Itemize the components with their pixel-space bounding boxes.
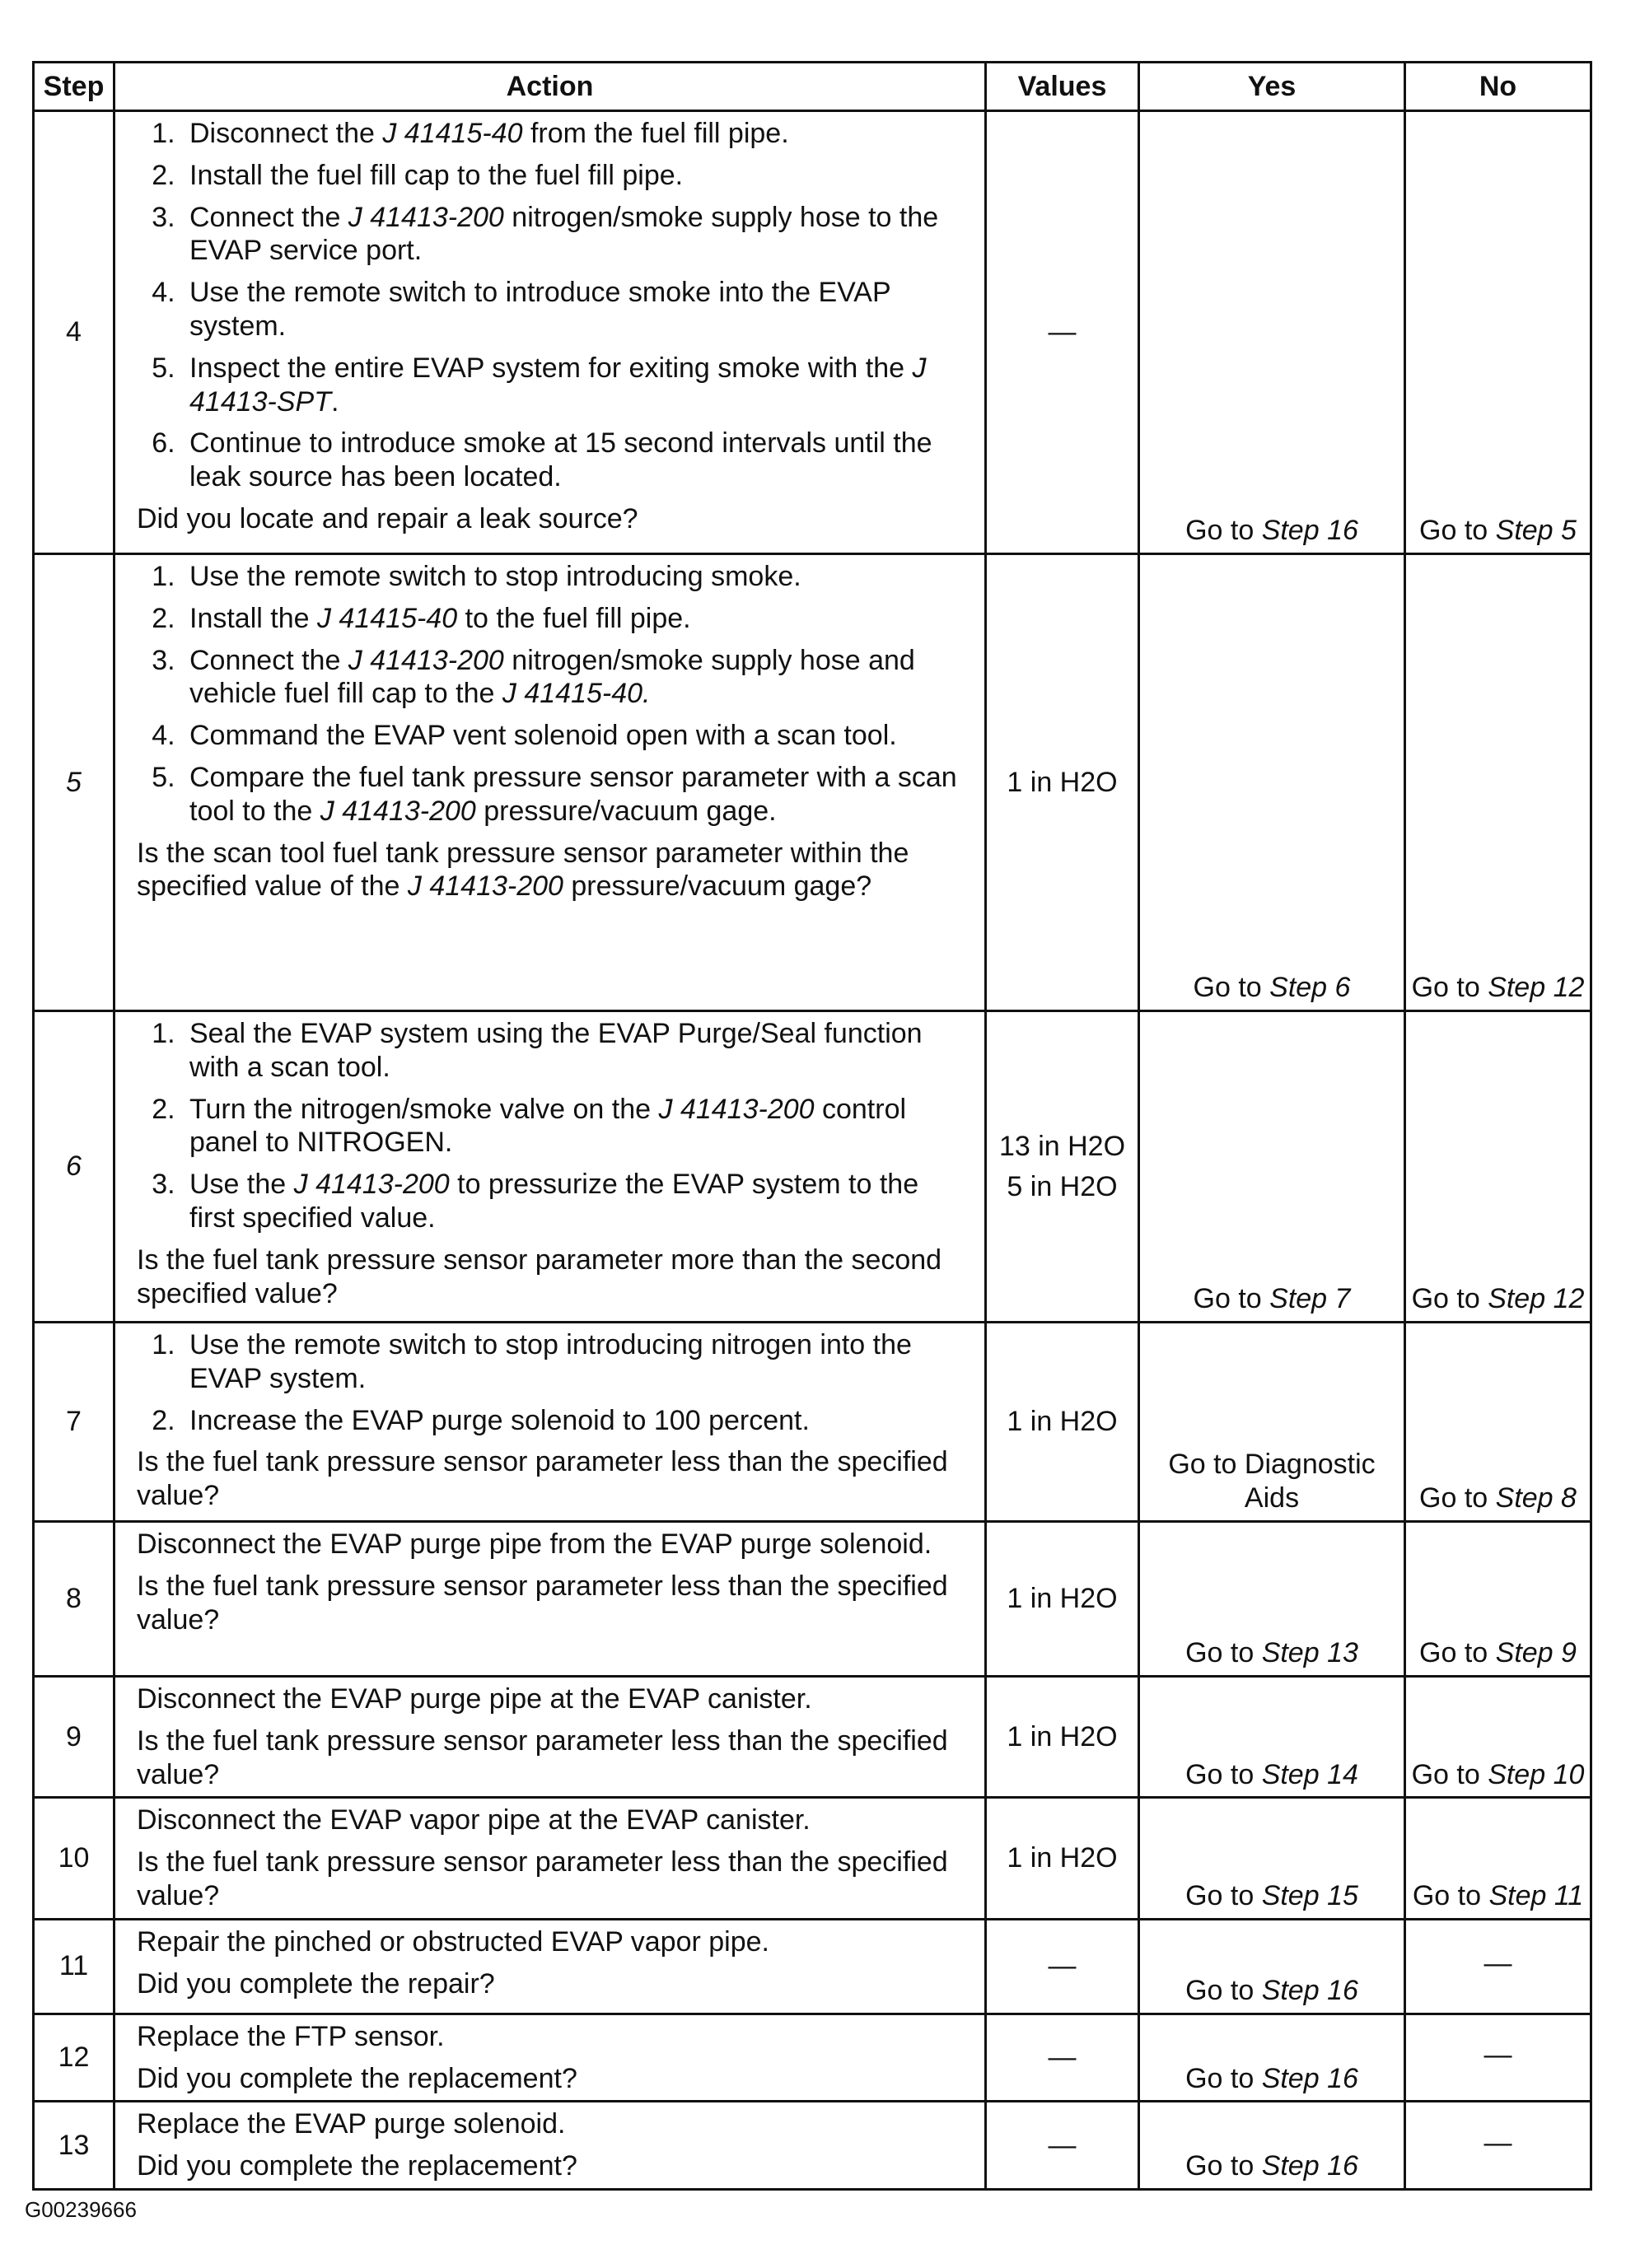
step-number: 9 — [34, 1677, 114, 1798]
text-segment: Step 11 — [1488, 1879, 1584, 1911]
text-segment: Disconnect the — [189, 118, 383, 149]
action-steps — [137, 1017, 971, 1235]
no-cell — [1405, 1011, 1591, 1323]
text-segment: from the fuel fill pipe. — [522, 118, 789, 149]
text-segment: to the fuel fill pipe. — [457, 602, 691, 634]
action-question — [137, 1570, 971, 1637]
text-segment: Step 12 — [1488, 972, 1585, 1004]
action-steps — [137, 117, 971, 494]
action-text — [137, 1528, 971, 1561]
no-cell — [1405, 1677, 1591, 1798]
step-number: 8 — [34, 1522, 114, 1677]
value: 5 in H2O — [1007, 1170, 1118, 1202]
text-segment: Turn the nitrogen/smoke valve on the — [189, 1093, 659, 1125]
values-cell — [986, 2102, 1139, 2190]
step-number: 12 — [34, 2014, 114, 2102]
action-text — [137, 2020, 971, 2054]
text-segment: Did you complete the repair? — [137, 1967, 495, 2000]
text-segment: J 41413-200 — [407, 870, 563, 903]
yes-cell — [1139, 1798, 1405, 1919]
value: 1 in H2O — [1007, 1583, 1118, 1615]
no-cell — [1405, 1323, 1591, 1522]
table-row — [34, 1798, 1591, 1919]
text-segment: — — [1483, 2039, 1512, 2071]
values-cell — [986, 1919, 1139, 2014]
value: — — [1048, 1950, 1077, 1982]
action-question — [137, 1244, 971, 1311]
action-step — [183, 276, 971, 343]
action-question — [137, 837, 971, 904]
text-segment: Is the fuel tank pressure sensor parameter more than the second specified value? — [137, 1244, 942, 1309]
text-segment: Go to — [1419, 1637, 1496, 1669]
values-cell — [986, 2014, 1139, 2102]
text-segment: Increase the EVAP purge solenoid to 100 percent. — [189, 1404, 810, 1436]
header-yes: Yes — [1139, 63, 1405, 111]
action-cell — [114, 1323, 986, 1522]
text-segment: Step 8 — [1495, 1482, 1577, 1514]
text-segment: Go to Diagnostic Aids — [1168, 1449, 1376, 1514]
text-segment: Go to — [1185, 2062, 1262, 2094]
value: 13 in H2O — [998, 1130, 1126, 1162]
no-cell — [1405, 1919, 1591, 2014]
values-cell — [986, 111, 1139, 554]
text-segment: to pressurize the EVAP system to the first specified value. — [189, 1169, 919, 1234]
header-no: No — [1405, 63, 1591, 111]
step-number: 5 — [34, 554, 114, 1011]
action-step — [183, 201, 971, 268]
text-segment: J 41415-40 — [382, 118, 523, 149]
text-segment: Disconnect the EVAP purge pipe at the EVAP canister. — [137, 1683, 812, 1715]
text-segment: Go to — [1185, 2150, 1262, 2182]
text-segment: Is the fuel tank pressure sensor parameter less than the specified value? — [137, 1846, 948, 1911]
text-segment: J 41413-200 — [320, 795, 476, 827]
text-segment: Did you complete the replacement? — [137, 2062, 577, 2094]
text-segment: pressure/vacuum gage. — [475, 795, 777, 827]
text-segment: J 41413-200 — [293, 1169, 450, 1201]
text-segment: Step 16 — [1261, 515, 1358, 547]
action-step — [183, 602, 971, 636]
action-text — [137, 1682, 971, 1716]
table-row — [34, 554, 1591, 1011]
no-cell — [1405, 554, 1591, 1011]
text-segment: Compare the fuel tank pressure sensor parameter with a scan tool to the — [189, 761, 957, 827]
action-step — [183, 1168, 971, 1235]
action-step — [183, 719, 971, 753]
text-segment: — — [1483, 2126, 1512, 2158]
table-row — [34, 1522, 1591, 1677]
action-step — [183, 427, 971, 494]
action-text — [137, 2107, 971, 2141]
text-segment: Step 7 — [1269, 1283, 1351, 1315]
action-cell — [114, 1919, 986, 2014]
text-segment: J 41413-200 — [658, 1093, 815, 1125]
no-cell — [1405, 111, 1591, 554]
action-step — [183, 117, 971, 151]
values-cell — [986, 1798, 1139, 1919]
action-question — [137, 2149, 971, 2183]
values-cell — [986, 1522, 1139, 1677]
action-cell — [114, 1522, 986, 1677]
step-number: 10 — [34, 1798, 114, 1919]
text-segment: Go to — [1185, 1637, 1262, 1669]
action-step — [183, 1093, 971, 1160]
action-text — [137, 1804, 971, 1837]
action-cell — [114, 1677, 986, 1798]
text-segment: Inspect the entire EVAP system for exiting smoke with the — [189, 352, 913, 384]
text-segment: Step 6 — [1269, 972, 1351, 1004]
text-segment: Did you locate and repair a leak source? — [137, 502, 638, 534]
values-cell — [986, 1011, 1139, 1323]
text-segment: Is the fuel tank pressure sensor parameter less than the specified value? — [137, 1570, 948, 1636]
text-segment: Use the remote switch to stop introducing smoke. — [189, 561, 801, 592]
action-cell — [114, 111, 986, 554]
text-segment: Go to — [1411, 972, 1488, 1004]
text-segment: Continue to introduce smoke at 15 second intervals until the leak source has been located. — [189, 427, 932, 493]
table-body — [34, 111, 1591, 2190]
text-segment: Go to — [1412, 1879, 1489, 1911]
text-segment: Connect the — [189, 201, 348, 233]
text-segment: Disconnect the EVAP purge pipe from the EVAP purge solenoid. — [137, 1528, 932, 1560]
value: — — [1048, 2042, 1077, 2074]
action-step — [183, 159, 971, 193]
text-segment: nitrogen/smoke supply hose and vehicle fuel fill cap to the — [189, 644, 915, 710]
value: 1 in H2O — [1007, 1842, 1118, 1874]
action-steps — [137, 560, 971, 828]
text-segment: Go to — [1185, 1879, 1262, 1911]
action-text — [137, 1925, 971, 1959]
table-row — [34, 1011, 1591, 1323]
values-cell — [986, 1323, 1139, 1522]
value: — — [1048, 2129, 1077, 2161]
no-cell — [1405, 2014, 1591, 2102]
text-segment: Step 15 — [1261, 1879, 1358, 1911]
action-question — [137, 2062, 971, 2096]
header-action: Action — [114, 63, 986, 111]
text-segment: Use the remote switch to introduce smoke into the EVAP system. — [189, 277, 891, 342]
text-segment: Go to — [1411, 1283, 1488, 1315]
value: 1 in H2O — [1007, 1720, 1118, 1752]
text-segment: Use the — [189, 1169, 294, 1201]
text-segment: nitrogen/smoke supply hose to the EVAP service port. — [189, 201, 939, 267]
yes-cell — [1139, 1522, 1405, 1677]
text-segment: Go to — [1193, 972, 1270, 1004]
text-segment: J 41413-200 — [348, 201, 504, 233]
text-segment: Connect the — [189, 644, 348, 676]
yes-cell — [1139, 1011, 1405, 1323]
step-number: 13 — [34, 2102, 114, 2190]
text-segment: Is the fuel tank pressure sensor parameter less than the specified value? — [137, 1446, 948, 1512]
no-cell — [1405, 1522, 1591, 1677]
yes-cell — [1139, 1919, 1405, 2014]
action-steps — [137, 1328, 971, 1437]
text-segment: . — [331, 385, 339, 418]
yes-cell — [1139, 2014, 1405, 2102]
text-segment: Go to — [1411, 1758, 1488, 1790]
action-question — [137, 1967, 971, 2001]
step-number: 4 — [34, 111, 114, 554]
text-segment: Is the scan tool fuel tank pressure sensor parameter within the specified value of the — [137, 837, 909, 903]
table-row — [34, 1677, 1591, 1798]
action-cell — [114, 1798, 986, 1919]
text-segment: J 41415-40. — [502, 678, 651, 710]
text-segment: Step 16 — [1261, 2062, 1358, 2094]
yes-cell — [1139, 554, 1405, 1011]
text-segment: Go to — [1193, 1283, 1270, 1315]
step-number: 6 — [34, 1011, 114, 1323]
action-cell — [114, 554, 986, 1011]
text-segment: control panel to NITROGEN. — [189, 1093, 907, 1159]
text-segment: J 41415-40 — [316, 602, 458, 634]
action-question — [137, 1846, 971, 1913]
text-segment: Go to — [1419, 1482, 1496, 1514]
yes-cell — [1139, 1677, 1405, 1798]
action-step — [183, 1017, 971, 1085]
table-row — [34, 111, 1591, 554]
text-segment: Seal the EVAP system using the EVAP Purge/Seal function with a scan tool. — [189, 1018, 923, 1083]
values-cell — [986, 554, 1139, 1011]
text-segment: Did you complete the replacement? — [137, 2150, 577, 2182]
value: 1 in H2O — [1007, 766, 1118, 798]
text-segment: J 41413-SPT — [189, 352, 927, 418]
table-row — [34, 2102, 1591, 2190]
text-segment: J 41413-200 — [348, 644, 504, 676]
figure-id: G00239666 — [25, 2197, 137, 2222]
action-step — [183, 560, 971, 594]
text-segment: Step 9 — [1495, 1637, 1577, 1669]
action-cell — [114, 1011, 986, 1323]
header-step: Step — [34, 63, 114, 111]
diagnostic-table — [32, 61, 1592, 2191]
text-segment: Go to — [1185, 515, 1262, 547]
yes-cell — [1139, 1323, 1405, 1522]
text-segment: Use the remote switch to stop introducing nitrogen into the EVAP system. — [189, 1329, 912, 1394]
yes-cell — [1139, 2102, 1405, 2190]
action-step — [183, 761, 971, 828]
no-cell — [1405, 1798, 1591, 1919]
text-segment: Go to — [1419, 515, 1496, 547]
text-segment: Command the EVAP vent solenoid open with a scan tool. — [189, 720, 897, 752]
table-row — [34, 2014, 1591, 2102]
action-question — [137, 1724, 971, 1792]
header-row — [34, 63, 1591, 111]
text-segment: Install the fuel fill cap to the fuel fill pipe. — [189, 159, 684, 191]
text-segment: Step 13 — [1261, 1637, 1358, 1669]
text-segment: Go to — [1185, 1974, 1262, 2006]
action-cell — [114, 2014, 986, 2102]
value: 1 in H2O — [1007, 1406, 1118, 1438]
yes-cell — [1139, 111, 1405, 554]
text-segment: Step 10 — [1488, 1758, 1585, 1790]
table-row — [34, 1919, 1591, 2014]
text-segment: Replace the EVAP purge solenoid. — [137, 2108, 566, 2140]
text-segment: Step 16 — [1261, 2150, 1358, 2182]
text-segment: — — [1483, 1948, 1512, 1980]
action-step — [183, 352, 971, 419]
action-step — [183, 644, 971, 712]
action-step — [183, 1328, 971, 1396]
text-segment: Replace the FTP sensor. — [137, 2020, 445, 2052]
text-segment: Disconnect the EVAP vapor pipe at the EVAP canister. — [137, 1804, 811, 1836]
step-number: 11 — [34, 1919, 114, 2014]
table-row — [34, 1323, 1591, 1522]
text-segment: pressure/vacuum gage? — [563, 870, 872, 903]
text-segment: Go to — [1185, 1758, 1262, 1790]
text-segment: Install the — [189, 602, 317, 634]
values-cell — [986, 1677, 1139, 1798]
text-segment: Step 16 — [1261, 1974, 1358, 2006]
no-cell — [1405, 2102, 1591, 2190]
header-values: Values — [986, 63, 1139, 111]
action-question — [137, 1445, 971, 1513]
action-step — [183, 1404, 971, 1438]
text-segment: Is the fuel tank pressure sensor parameter less than the specified value? — [137, 1724, 948, 1790]
text-segment: Step 5 — [1495, 515, 1577, 547]
action-cell — [114, 2102, 986, 2190]
text-segment: Step 12 — [1488, 1283, 1585, 1315]
text-segment: Repair the pinched or obstructed EVAP vapor pipe. — [137, 1925, 769, 1958]
step-number: 7 — [34, 1323, 114, 1522]
text-segment: Step 14 — [1261, 1758, 1358, 1790]
action-question — [137, 502, 971, 536]
value: — — [1048, 316, 1077, 348]
